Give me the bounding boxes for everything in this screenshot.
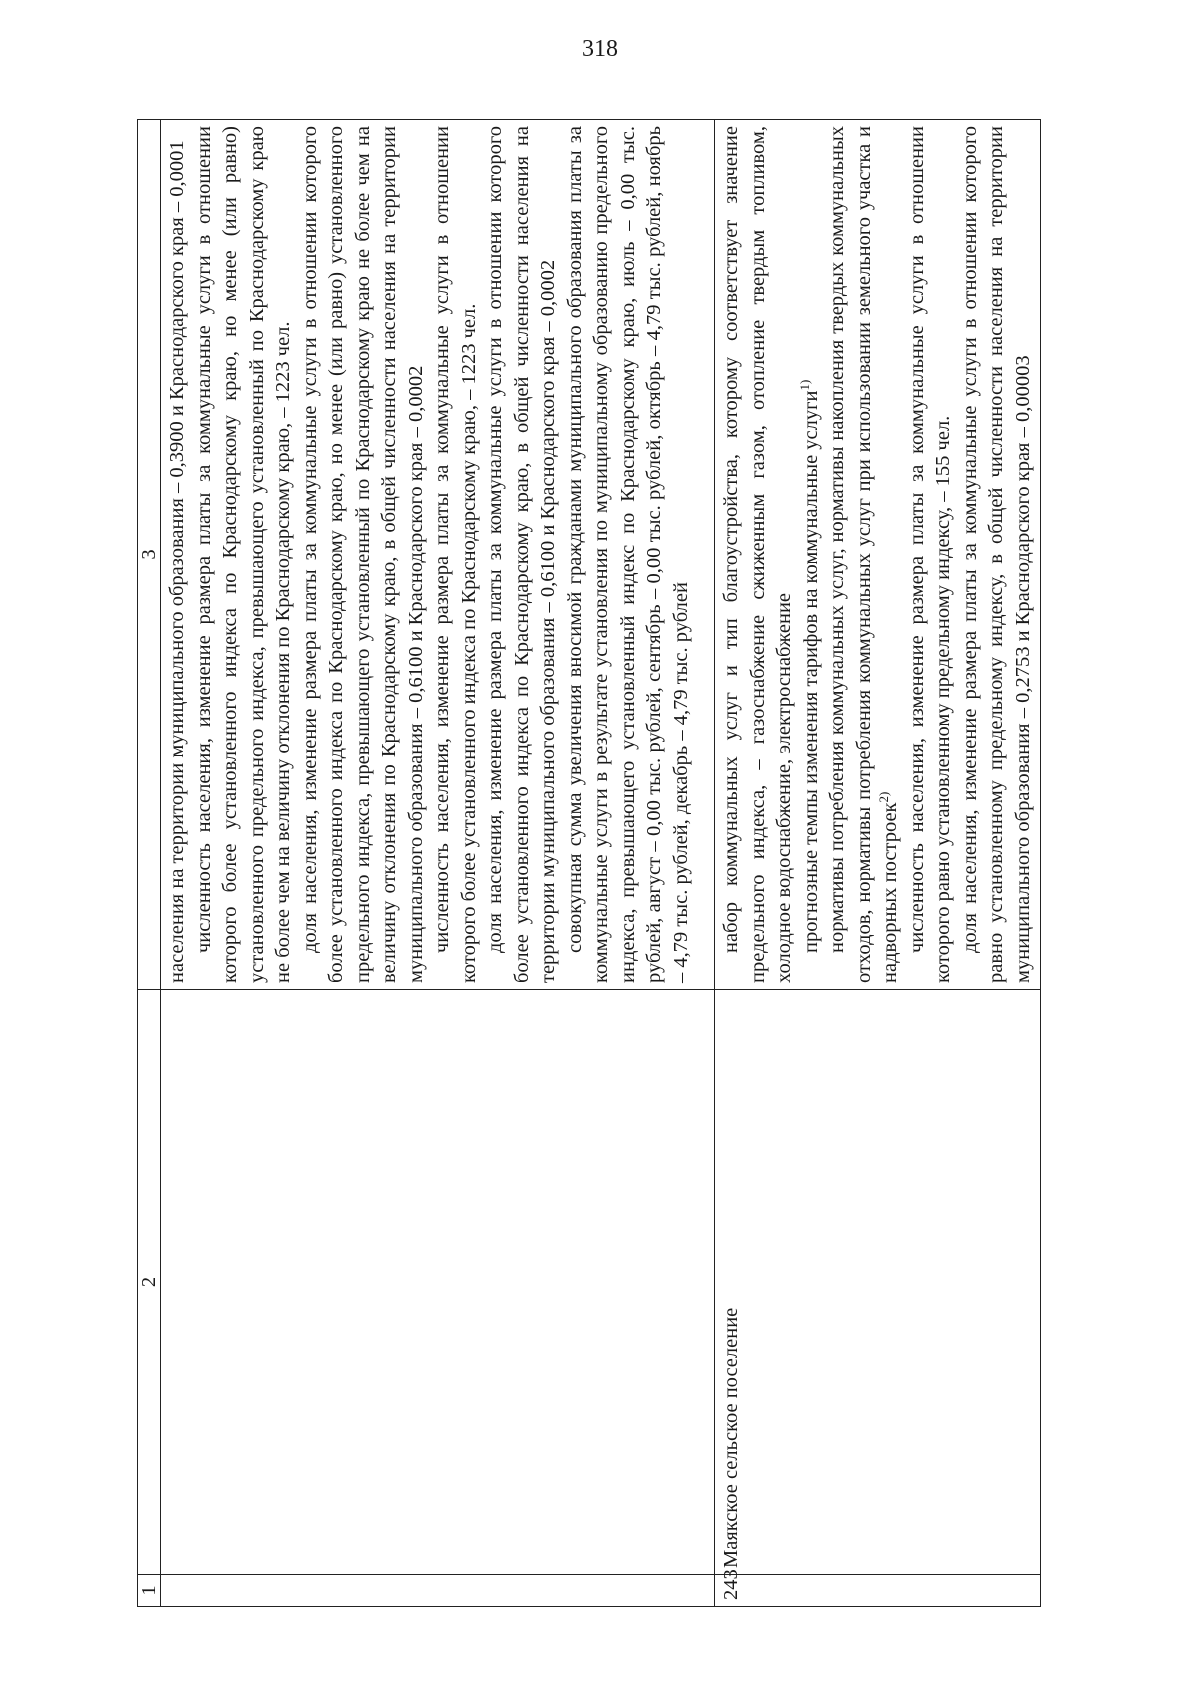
indicators-cell: [161, 120, 715, 990]
indicator-paragraph: численность населения, изменение размера платы за коммунальные услуги в отношении которого более установленного индекса по Краснодарскому краю, – 1223 чел.: [431, 126, 480, 983]
header-col-3: 3: [138, 120, 161, 990]
page-number: 318: [582, 36, 618, 62]
indicator-paragraph: доля населения, изменение размера платы за коммунальные услуги в отношении которого равно установленному предельному индексу, в общей численности населения на территории муниципального образования – 0,2753 и Краснодарского края – 0,00003: [958, 126, 1034, 983]
indicator-paragraph: [798, 126, 825, 983]
indicator-paragraph: населения на территории муниципального образования – 0,3900 и Краснодарского края – 0,0001: [166, 140, 188, 983]
table-row: [161, 120, 715, 1607]
header-col-1: 1: [138, 1575, 161, 1607]
indicator-paragraph: совокупная сумма увеличения вносимой гражданами муниципального образования платы за коммунальные услуги в результате установления по муниципальному образованию предельного индекса, превышающего установленный индекс по Краснодарскому краю, июль – 0,00 тыс. рублей, август – 0,00 тыс. рублей, сентябрь – 0,00 тыс. рублей, октябрь – 4,79 тыс. рублей, ноябрь – 4,79 тыс. рублей, декабрь – 4,79 тыс. рублей: [563, 126, 692, 983]
document-table: [137, 119, 1041, 1607]
table-row: [715, 120, 1041, 1607]
municipality-name: [161, 990, 715, 1575]
indicator-paragraph: численность населения, изменение размера платы за коммунальные услуги в отношении которого равно установленному предельному индексу, – 155 чел.: [905, 126, 954, 983]
row-number: [161, 1575, 715, 1607]
indicator-text: прогнозные темпы изменения тарифов на коммунальные услуги: [799, 390, 822, 953]
indicator-paragraph: доля населения, изменение размера платы за коммунальные услуги в отношении которого более установленного индекса по Краснодарскому краю, в общей численности населения на территории муниципального образования – 0,6100 и Краснодарского края – 0,0002: [484, 126, 559, 983]
footnote-marker: 1): [796, 379, 812, 391]
footnote-marker: 2): [876, 791, 892, 803]
header-col-2: 2: [138, 990, 161, 1575]
indicator-paragraph: набор коммунальных услуг и тип благоустройства, которому соответствует значение предельного индекса, – газоснабжение сжиженным газом, отопление твердым топливом, холодное водоснабжение, электроснабжение: [720, 126, 795, 983]
indicator-paragraph: доля населения, изменение размера платы за коммунальные услуги в отношении которого более установленного индекса по Краснодарскому краю, но менее (или равно) установленного предельного индекса, превышающего установленный по Краснодарскому краю не более чем на величину отклонения по Краснодарскому краю, в общей численности населения на территории муниципального образования – 0,6100 и Краснодарского края – 0,0002: [298, 126, 427, 983]
indicators-cell: [715, 120, 1041, 990]
table-header-row: [138, 120, 161, 1607]
rotated-table-container: [137, 120, 1057, 1607]
municipality-name: Маякское сельское поселение: [715, 990, 1041, 1575]
row-number: 243: [715, 1575, 1041, 1607]
indicator-text: нормативы потребления коммунальных услуг, нормативы накопления твердых коммунальных отходов, нормативы потребления коммунальных услуг при использовании земельного участка и надворных построек: [826, 126, 901, 983]
indicator-paragraph: [824, 126, 904, 983]
indicator-paragraph: численность населения, изменение размера платы за коммунальные услуги в отношении которого более установленного индекса по Краснодарскому краю, но менее (или равно) установленного предельного индекса, превышающего установленный по Краснодарскому краю не более чем на величину отклонения по Краснодарскому краю, – 1223 чел.: [192, 126, 294, 983]
